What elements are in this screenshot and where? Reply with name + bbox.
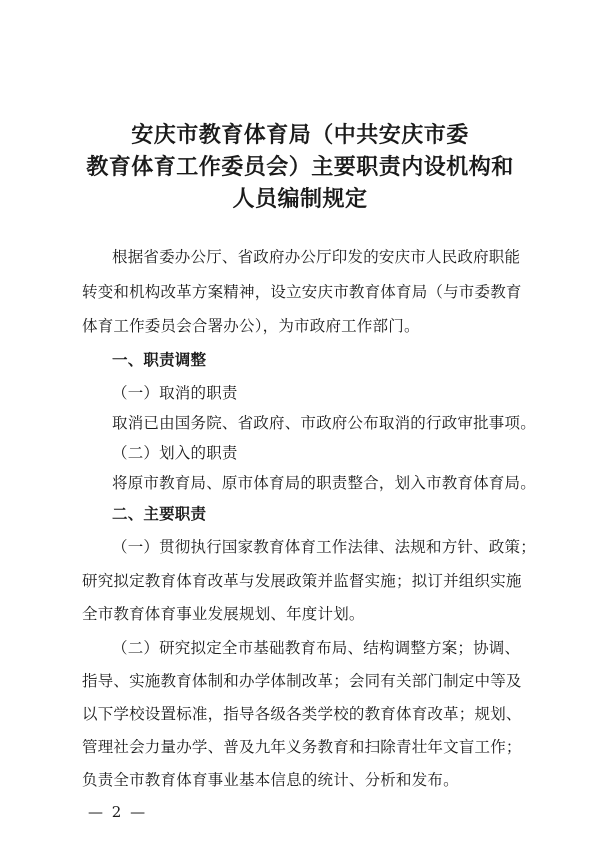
page-number: — 2 — <box>88 803 148 821</box>
cancelled-duties-text: 取消已由国务院、省政府、市政府公布取消的行政审批事项。 <box>112 414 536 432</box>
section-heading-duty-adjustment: 一、职责调整 <box>112 351 207 369</box>
intro-line-2: 转变和机构改革方案精神，设立安庆市教育体育局（与市委教育 <box>82 283 522 301</box>
duty-item-2-line-1: （二）研究拟定全市基础教育布局、结构调整方案；协调、 <box>112 639 521 657</box>
added-duties-text: 将原市教育局、原市体育局的职责整合，划入市教育体育局。 <box>112 474 536 492</box>
document-title-line-1: 安庆市教育体育局（中共安庆市委 <box>131 123 469 148</box>
document-title-line-3: 人员编制规定 <box>232 187 368 212</box>
document-title-line-2: 教育体育工作委员会）主要职责内设机构和 <box>86 155 514 180</box>
duty-item-1-line-1: （一）贯彻执行国家教育体育工作法律、法规和方针、政策； <box>112 538 536 556</box>
duty-item-1-line-3: 全市教育体育事业发展规划、年度计划。 <box>82 605 365 623</box>
subsection-heading-cancelled-duties: （一）取消的职责 <box>112 384 238 402</box>
duty-item-1-line-2: 研究拟定教育体育改革与发展政策并监督实施；拟订并组织实施 <box>82 572 522 590</box>
duty-item-2-line-2: 指导、实施教育体制和办学体制改革；会同有关部门制定中等及 <box>82 672 522 690</box>
duty-item-2-line-3: 以下学校设置标准，指导各级各类学校的教育体育改革；规划、 <box>82 705 522 723</box>
subsection-heading-added-duties: （二）划入的职责 <box>112 444 238 462</box>
intro-line-1: 根据省委办公厅、省政府办公厅印发的安庆市人民政府职能 <box>112 248 521 266</box>
duty-item-2-line-5: 负责全市教育体育事业基本信息的统计、分析和发布。 <box>82 771 459 789</box>
intro-line-3: 体育工作委员会合署办公），为市政府工作部门。 <box>82 317 420 335</box>
duty-item-2-line-4: 管理社会力量办学、普及九年义务教育和扫除青壮年文盲工作； <box>82 738 522 756</box>
section-heading-main-duties: 二、主要职责 <box>112 505 207 523</box>
